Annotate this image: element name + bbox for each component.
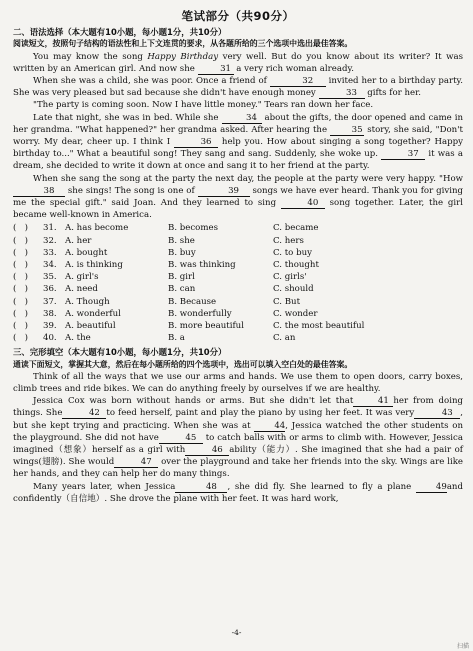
option-c[interactable]: C. wonder [273, 308, 318, 319]
option-row: ( ) 39. A. beautiful B. more beautiful C. the most beautiful [13, 320, 463, 332]
option-b[interactable]: B. becomes [168, 223, 218, 234]
passage-paragraph: You may know the song Happy Birthday very well. But do you know about its writer? It was written by an American girl. And now she 31 a very rich woman already. [13, 51, 463, 74]
option-c[interactable]: C. But [273, 296, 301, 307]
passage-paragraph: When she was a child, she was poor. Once a friend of 32 invited her to a birthday party. She was very pleased but sad because she didn't have enough money 33 gifts for her. [13, 76, 463, 99]
passage-paragraph: Jessica Cox was born without hands or arms. But she didn't let that 41 her from doing things. She 42 to feed herself, paint and play the piano by using her feet. It was very 43 , but she kept trying and practicing. When she was at 44, Jessica watched the other students on the playground. She did not have 45 to catch balls with or arms to climb with. However, Jessica imagined（想象）herself as a girl with 46 ability（能力）. She imagined that she had a pair of wings(翅膀). She would 47 over the playground and take her friends into the sky. Wings are like her hands, and they can help her do many things. [13, 396, 464, 480]
answer-blank[interactable]: 44 [254, 421, 285, 432]
option-b[interactable]: B. can [168, 284, 196, 295]
option-c[interactable]: C. the most beautiful [273, 320, 365, 331]
section2-heading: 二、语法选择（本大题有10小题，每小题1分，共10分） [13, 27, 227, 38]
page-number: -4- [231, 628, 242, 637]
option-c[interactable]: C. to buy [273, 247, 312, 258]
answer-paren[interactable]: ( ) [13, 223, 28, 234]
option-b[interactable]: B. Because [168, 296, 217, 307]
option-b[interactable]: B. a [168, 333, 185, 344]
passage-paragraph: Think of all the ways that we use our arms and hands. We use them to open doors, carry boxes, climb trees and ride bikes. We can do anything freely by ourselves if we are healthy. [13, 371, 463, 394]
answer-blank[interactable]: 47 [114, 457, 158, 468]
answer-paren[interactable]: ( ) [13, 272, 28, 283]
answer-blank[interactable]: 36 [174, 137, 218, 148]
answer-blank[interactable]: 48 [175, 482, 227, 493]
answer-blank[interactable]: 35 [330, 125, 364, 136]
option-a[interactable]: A. girl's [65, 272, 99, 283]
option-row: ( ) 35. A. girl's B. girl C. girls' [13, 271, 463, 283]
answer-blank[interactable]: 37 [381, 149, 425, 160]
option-a[interactable]: A. her [65, 235, 92, 246]
answer-paren[interactable]: ( ) [13, 296, 28, 307]
answer-blank[interactable]: 45 [159, 433, 203, 444]
answer-blank[interactable]: 39 [198, 186, 250, 197]
passage-paragraph: Late that night, she was in bed. While she 34 about the gifts, the door opened and came in her grandma. "What happened?" her grandma asked. After hearing the 35 story, she said, "Don't worry. My dear, cheer up. I think I 36 help you. How about singing a song together? Happy birthday to..." What a beautiful song! They sang and sang. Suddenly, she woke up. 37 it was a dream, she decided to write it down at once and sang it to her friend at the party. [13, 112, 464, 172]
section2-instruction: 阅读短文，按照句子结构的语法性和上下文连贯的要求，从各题所给的三个选项中选出最佳答案。 [13, 39, 353, 49]
option-a[interactable]: A. Though [65, 296, 110, 307]
option-row: ( ) 32. A. her B. she C. hers [13, 235, 463, 247]
option-b[interactable]: B. was thinking [168, 260, 236, 271]
option-c[interactable]: C. an [273, 333, 296, 344]
passage-paragraph: "The party is coming soon. Now I have little money." Tears ran down her face. [33, 100, 374, 111]
option-row: ( ) 37. A. Though B. Because C. But [13, 296, 463, 308]
answer-paren[interactable]: ( ) [13, 333, 28, 344]
answer-blank[interactable]: 38 [13, 186, 65, 197]
answer-blank[interactable]: 46 [185, 445, 229, 456]
answer-blank[interactable]: 42 [62, 408, 106, 419]
answer-blank[interactable]: 34 [222, 113, 262, 124]
option-b[interactable]: B. she [168, 235, 195, 246]
passage-paragraph: Many years later, when Jessica 48 , she did fly. She learned to fly a plane 49and confidently（自信地）. She drove the plane with her feet. It was hard work, [13, 481, 463, 504]
answer-blank[interactable]: 31 [198, 64, 234, 75]
option-a[interactable]: A. is thinking [65, 260, 123, 271]
answer-paren[interactable]: ( ) [13, 320, 28, 331]
page-title: 笔试部分（共90分） [181, 9, 295, 23]
option-c[interactable]: C. thought [273, 260, 319, 271]
answer-blank[interactable]: 32 [270, 76, 326, 87]
option-a[interactable]: A. has become [65, 223, 129, 234]
answer-blank[interactable]: 33 [319, 88, 365, 99]
scanner-mark: 扫描 [456, 643, 469, 650]
answer-blank[interactable]: 43 [414, 408, 460, 419]
option-row: ( ) 34. A. is thinking B. was thinking C. thought [13, 259, 463, 271]
answer-paren[interactable]: ( ) [13, 284, 28, 295]
answer-paren[interactable]: ( ) [13, 235, 28, 246]
answer-paren[interactable]: ( ) [13, 308, 28, 319]
answer-blank[interactable]: 40 [281, 198, 325, 209]
option-c[interactable]: C. should [273, 284, 314, 295]
option-a[interactable]: A. need [65, 284, 98, 295]
option-row: ( ) 33. A. bought B. buy C. to buy [13, 247, 463, 259]
option-b[interactable]: B. buy [168, 247, 196, 258]
answer-paren[interactable]: ( ) [13, 260, 28, 271]
option-b[interactable]: B. more beautiful [168, 320, 244, 331]
option-c[interactable]: C. hers [273, 235, 304, 246]
option-a[interactable]: A. bought [65, 247, 108, 258]
option-c[interactable]: C. girls' [273, 272, 307, 283]
section3-instruction: 通读下面短文，掌握其大意，然后在每小题所给的四个选项中，选出可以填入空白处的最佳答案。 [13, 359, 353, 369]
option-a[interactable]: A. the [65, 333, 91, 344]
answer-paren[interactable]: ( ) [13, 247, 28, 258]
option-row: ( ) 36. A. need B. can C. should [13, 283, 463, 295]
option-b[interactable]: B. girl [168, 272, 195, 283]
section3-heading: 三、完形填空（本大题有10小题，每小题1分，共10分） [13, 347, 227, 358]
passage-paragraph: When she sang the song at the party the next day, the people at the party were very happy. "How 38 she sings! The song is one of 39 songs we have ever heard. Thank you for giving me the special gift." said Joan. And they learned to sing 40 song together. Later, the girl became well-known in America. [13, 173, 463, 221]
option-row: ( ) 31. A. has become B. becomes C. became [13, 222, 463, 234]
answer-blank[interactable]: 41 [353, 396, 393, 407]
option-b[interactable]: B. wonderfully [168, 308, 232, 319]
options-list [13, 222, 463, 344]
option-c[interactable]: C. became [273, 223, 319, 234]
answer-blank[interactable]: 49 [416, 482, 447, 493]
option-row: ( ) 38. A. wonderful B. wonderfully C. wonder [13, 308, 463, 320]
option-a[interactable]: A. wonderful [65, 308, 121, 319]
option-row: ( ) 40. A. the B. a C. an [13, 332, 463, 344]
option-a[interactable]: A. beautiful [65, 320, 116, 331]
